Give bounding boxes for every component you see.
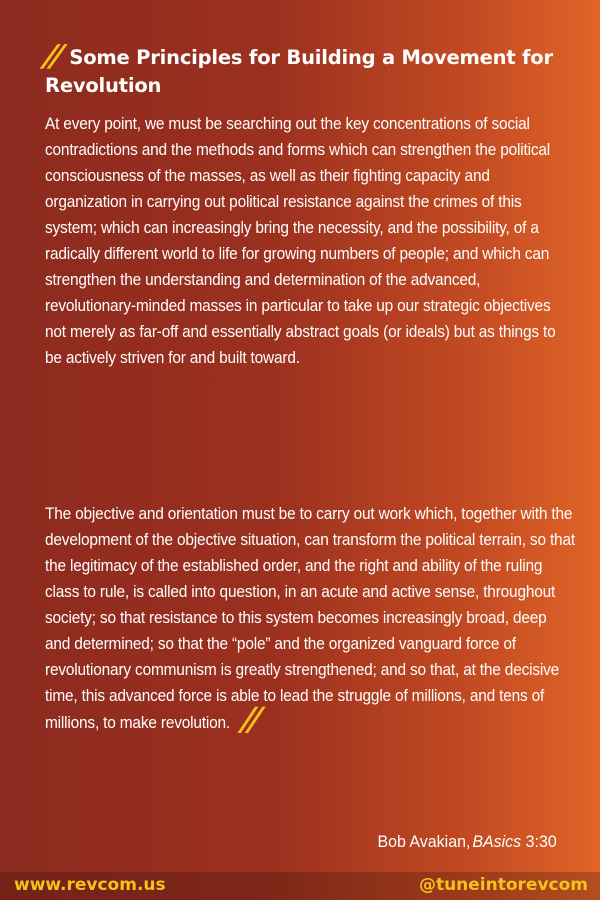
attribution-book: BAsics xyxy=(472,832,522,851)
body-paragraph-2-text: The objective and orientation must be to carry out work which, together with the development of the objective situation, can transform the political terrain, so that the legitimacy of the established order, and the right and ability of the ruling class to rule, is called into question, in an acute and active sense, throughout society; so that resistance to this system becomes increasingly broad, deep and determined; so that the “pole” and the organized vanguard force of revolutionary communism is greatly strengthened; and so that, at the decisive time, this advanced force is able to lead the struggle of millions, and tens of millions, to make revolution. xyxy=(45,504,575,732)
attribution xyxy=(378,832,557,852)
body-paragraph-1: At every point, we must be searching out the key concentrations of social contradictions and the methods and forms which can strengthen the political consciousness of the masses, as well as their fighting capacity and organization in carrying out political resistance against the crimes of this system; which can increasingly bring the necessity, and the possibility, of a radically different world to life for growing numbers of people; and which can strengthen the understanding and determination of the advanced, revolutionary-minded masses in particular to take up our strategic objectives not merely as far-off and essentially abstract goals (or ideals) but as things to be actively striven for and built toward. xyxy=(45,114,556,367)
body-paragraph-2 xyxy=(45,501,575,736)
title-block xyxy=(41,39,565,100)
website-link[interactable]: www.revcom.us xyxy=(14,875,166,895)
social-handle-link[interactable]: @tuneintorevcom xyxy=(418,875,588,895)
page-title: Some Principles for Building a Movement for Revolution xyxy=(45,46,553,97)
open-quote-icon: // xyxy=(41,39,63,74)
footer-bar xyxy=(0,872,600,900)
attribution-author: Bob Avakian, xyxy=(377,832,471,851)
attribution-reference: 3:30 xyxy=(525,832,557,851)
close-quote-icon: // xyxy=(239,700,262,738)
